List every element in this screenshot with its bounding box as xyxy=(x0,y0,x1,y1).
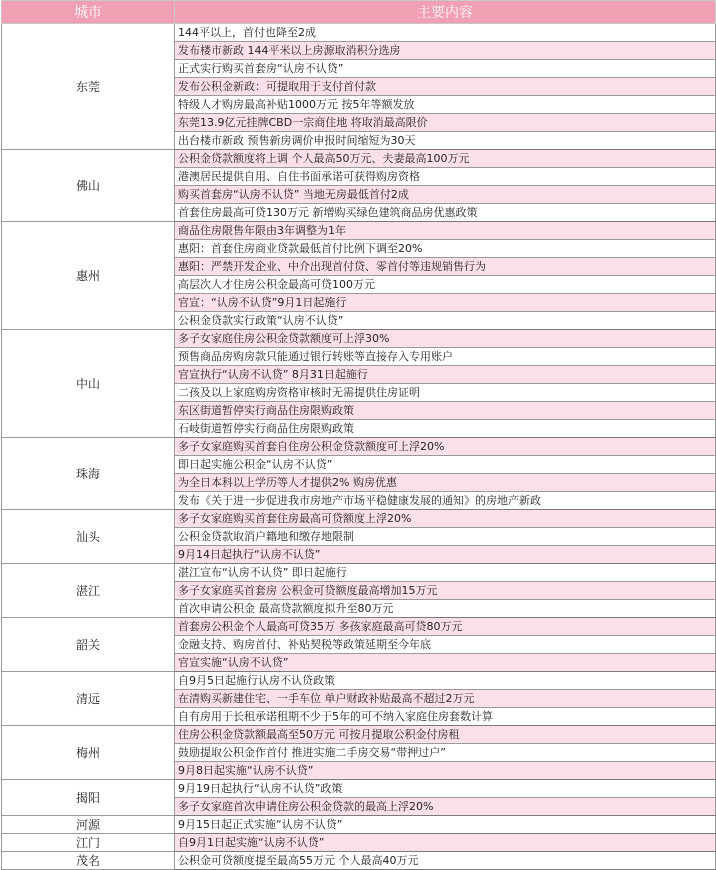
header-content: 主要内容 xyxy=(175,1,716,24)
table-row xyxy=(2,618,716,636)
policy-item: 官宣实施“认房不认贷” xyxy=(175,654,716,672)
policy-table xyxy=(1,0,716,870)
policy-item: 公积金可贷额度提至最高55万元 个人最高40万元 xyxy=(175,852,716,870)
city-cell: 梅州 xyxy=(2,726,175,780)
policy-item: 出台楼市新政 预售新房调价申报时间缩短为30天 xyxy=(175,132,716,150)
policy-item: 官宣执行“认房不认贷” 8月31日起施行 xyxy=(175,366,716,384)
policy-item: 二孩及以上家庭购房资格审核时无需提供住房证明 xyxy=(175,384,716,402)
header-city: 城市 xyxy=(2,1,175,24)
policy-item: 购买首套房“认房不认贷” 当地无房最低首付2成 xyxy=(175,186,716,204)
policy-item: 港澳居民提供自用、自住书面承诺可获得购房资格 xyxy=(175,168,716,186)
policy-item: 多子女家庭买首套房 公积金可贷额度最高增加15万元 xyxy=(175,582,716,600)
policy-item: 9月15日起正式实施“认房不认贷” xyxy=(175,816,716,834)
policy-item: 多子女家庭购买首套自住房公积金贷款额度可上浮20% xyxy=(175,438,716,456)
policy-item: 公积金贷款取消户籍地和缴存地限制 xyxy=(175,528,716,546)
policy-item: 惠阳：严禁开发企业、中介出现首付贷、零首付等违规销售行为 xyxy=(175,258,716,276)
policy-item: 为全日本科以上学历等人才提供2% 购房优惠 xyxy=(175,474,716,492)
policy-item: 自9月1日起实施“认房不认贷” xyxy=(175,834,716,852)
policy-item: 在清购买新建住宅、一手车位 单户财政补贴最高不超过2万元 xyxy=(175,690,716,708)
table-row xyxy=(2,816,716,834)
policy-item: 惠阳：首套住房商业贷款最低首付比例下调至20% xyxy=(175,240,716,258)
policy-item: 公积金贷款额度将上调 个人最高50万元、夫妻最高100万元 xyxy=(175,150,716,168)
policy-item: 官宣：“认房不认贷”9月1日起施行 xyxy=(175,294,716,312)
table-body xyxy=(2,24,716,870)
policy-item: 正式实行购买首套房“认房不认贷” xyxy=(175,60,716,78)
policy-item: 9月19日起执行“认房不认贷”政策 xyxy=(175,780,716,798)
table-row xyxy=(2,510,716,528)
policy-item: 发布《关于进一步促进我市房地产市场平稳健康发展的通知》的房地产新政 xyxy=(175,492,716,510)
city-cell: 江门 xyxy=(2,834,175,852)
table-row xyxy=(2,24,716,42)
policy-item: 自有房用于长租承诺租期不少于5年的可不纳入家庭住房套数计算 xyxy=(175,708,716,726)
policy-item: 首套住房最高可贷130万元 新增购买绿色建筑商品房优惠政策 xyxy=(175,204,716,222)
city-cell: 惠州 xyxy=(2,222,175,330)
policy-item: 公积金贷款实行政策“认房不认贷” xyxy=(175,312,716,330)
policy-item: 高层次人才住房公积金最高可贷100万元 xyxy=(175,276,716,294)
city-cell: 河源 xyxy=(2,816,175,834)
policy-item: 发布公积金新政：可提取用于支付首付款 xyxy=(175,78,716,96)
table-row xyxy=(2,672,716,690)
policy-item: 东区街道暂停实行商品住房限购政策 xyxy=(175,402,716,420)
policy-item: 首套房公积金个人最高可贷35万 多孩家庭最高可贷80万元 xyxy=(175,618,716,636)
policy-item: 9月8日起实施“认房不认贷” xyxy=(175,762,716,780)
policy-item: 9月14日起执行“认房不认贷” xyxy=(175,546,716,564)
table-row xyxy=(2,330,716,348)
table-row xyxy=(2,438,716,456)
city-cell: 汕头 xyxy=(2,510,175,564)
policy-item: 预售商品房购房款只能通过银行转账等直接存入专用账户 xyxy=(175,348,716,366)
policy-item: 多子女家庭首次申请住房公积金贷款的最高上浮20% xyxy=(175,798,716,816)
policy-item: 即日起实施公积金“认房不认贷” xyxy=(175,456,716,474)
table-row xyxy=(2,834,716,852)
policy-item: 商品住房限售年限由3年调整为1年 xyxy=(175,222,716,240)
city-cell: 茂名 xyxy=(2,852,175,870)
policy-item: 144平以上，首付也降至2成 xyxy=(175,24,716,42)
city-cell: 湛江 xyxy=(2,564,175,618)
city-cell: 清远 xyxy=(2,672,175,726)
policy-item: 特级人才购房最高补贴1000万元 按5年等额发放 xyxy=(175,96,716,114)
policy-item: 湛江宣布“认房不认贷” 即日起施行 xyxy=(175,564,716,582)
policy-item: 多子女家庭购买首套住房最高可贷额度上浮20% xyxy=(175,510,716,528)
policy-item: 多子女家庭住房公积金贷款额度可上浮30% xyxy=(175,330,716,348)
city-cell: 中山 xyxy=(2,330,175,438)
city-cell: 韶关 xyxy=(2,618,175,672)
policy-item: 金融支持、购房首付、补贴契税等政策延期至今年底 xyxy=(175,636,716,654)
city-cell: 佛山 xyxy=(2,150,175,222)
city-cell: 揭阳 xyxy=(2,780,175,816)
table-row xyxy=(2,150,716,168)
city-cell: 东莞 xyxy=(2,24,175,150)
table-row xyxy=(2,222,716,240)
policy-item: 首次申请公积金 最高贷款额度拟升至80万元 xyxy=(175,600,716,618)
policy-item: 自9月5日起施行认房不认贷政策 xyxy=(175,672,716,690)
policy-item: 发布楼市新政 144平米以上房源取消积分选房 xyxy=(175,42,716,60)
policy-item: 东莞13.9亿元挂牌CBD一宗商住地 将取消最高限价 xyxy=(175,114,716,132)
header-row xyxy=(2,1,716,24)
table-row xyxy=(2,852,716,870)
city-cell: 珠海 xyxy=(2,438,175,510)
table-row xyxy=(2,726,716,744)
table-row xyxy=(2,564,716,582)
table-row xyxy=(2,780,716,798)
policy-item: 住房公积金贷款额最高至50万元 可按月提取公积金付房租 xyxy=(175,726,716,744)
policy-item: 鼓励提取公积金作首付 推进实施二手房交易“带押过户” xyxy=(175,744,716,762)
policy-item: 石岐街道暂停实行商品住房限购政策 xyxy=(175,420,716,438)
